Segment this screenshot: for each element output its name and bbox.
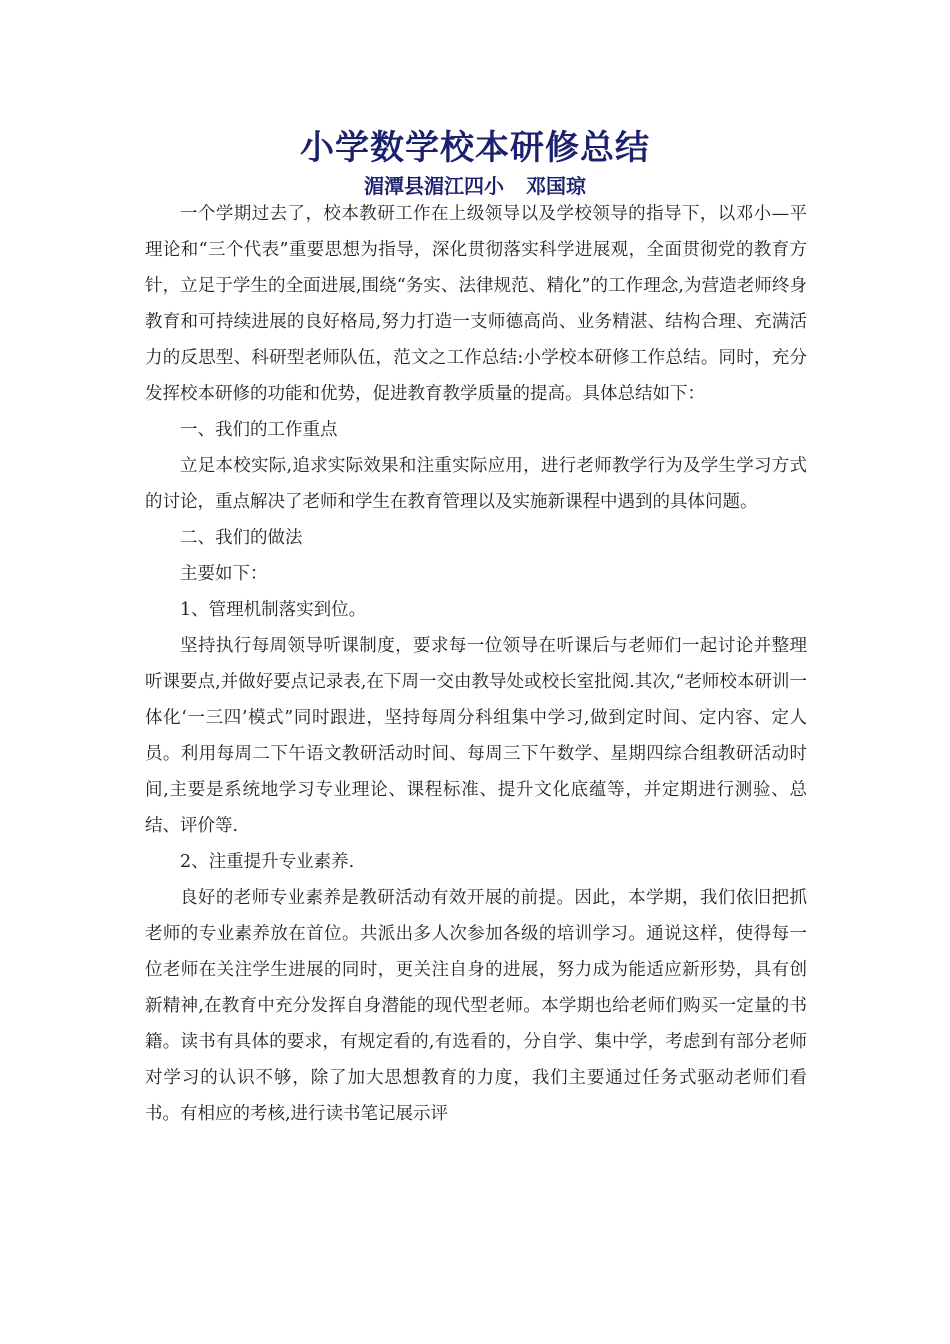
heading-our-methods: 二、我们的做法 xyxy=(180,528,303,548)
author-school: 湄潭县湄江四小 xyxy=(364,174,504,198)
paragraph-intro: 一个学期过去了，校本教研工作在上级领导以及学校领导的指导下，以邓小—平理论和“三个代表”重要思想为指导，深化贯彻落实科学进展观，全面贯彻党的教育方针，立足于学生的全面进展,围绕“务实、法律规范、精化”的工作理念,为营造老师终身教育和可持续进展的良好格局,努力打造一支师德高尚、业务精湛、结构合理、充满活力的反思型、科研型老师队伍，范文之工作总结:小学校本研修工作总结。同时，充分发挥校本研修的功能和优势，促进教育教学质量的提高。具体总结如下： xyxy=(145,204,807,404)
document-body xyxy=(145,196,807,1132)
author-name: 邓国琼 xyxy=(526,174,586,198)
paragraph-work-focus: 立足本校实际,追求实际效果和注重实际应用，进行老师教学行为及学生学习方式的讨论，重点解决了老师和学生在教育管理以及实施新课程中遇到的具体问题。 xyxy=(145,456,807,512)
subheading-professional-quality: 2、注重提升专业素养. xyxy=(180,852,355,872)
paragraph-main-points: 主要如下： xyxy=(180,564,268,584)
document-title: 小学数学校本研修总结 xyxy=(300,128,650,168)
paragraph-management: 坚持执行每周领导听课制度，要求每一位领导在听课后与老师们一起讨论并整理听课要点,并做好要点记录表,在下周一交由教导处或校长室批阅.其次,“老师校本研训一体化‘一三四’模式”同时跟进，坚持每周分科组集中学习,做到定时间、定内容、定人员。利用每周二下午语文教研活动时间、每周三下午数学、星期四综合组教研活动时间,主要是系统地学习专业理论、课程标准、提升文化底蕴等，并定期进行测验、总结、评价等. xyxy=(145,636,807,836)
paragraph-professional-quality: 良好的老师专业素养是教研活动有效开展的前提。因此，本学期，我们依旧把抓老师的专业素养放在首位。共派出多人次参加各级的培训学习。通说这样，使得每一位老师在关注学生进展的同时，更关注自身的进展，努力成为能适应新形势，具有创新精神,在教育中充分发挥自身潜能的现代型老师。本学期也给老师们购买一定量的书籍。读书有具体的要求，有规定看的,有选看的，分自学、集中学，考虑到有部分老师对学习的认识不够，除了加大思想教育的力度，我们主要通过任务式驱动老师们看书。有相应的考核,进行读书笔记展示评 xyxy=(145,888,807,1124)
heading-work-focus: 一、我们的工作重点 xyxy=(180,420,338,440)
subheading-management: 1、管理机制落实到位。 xyxy=(180,600,367,620)
